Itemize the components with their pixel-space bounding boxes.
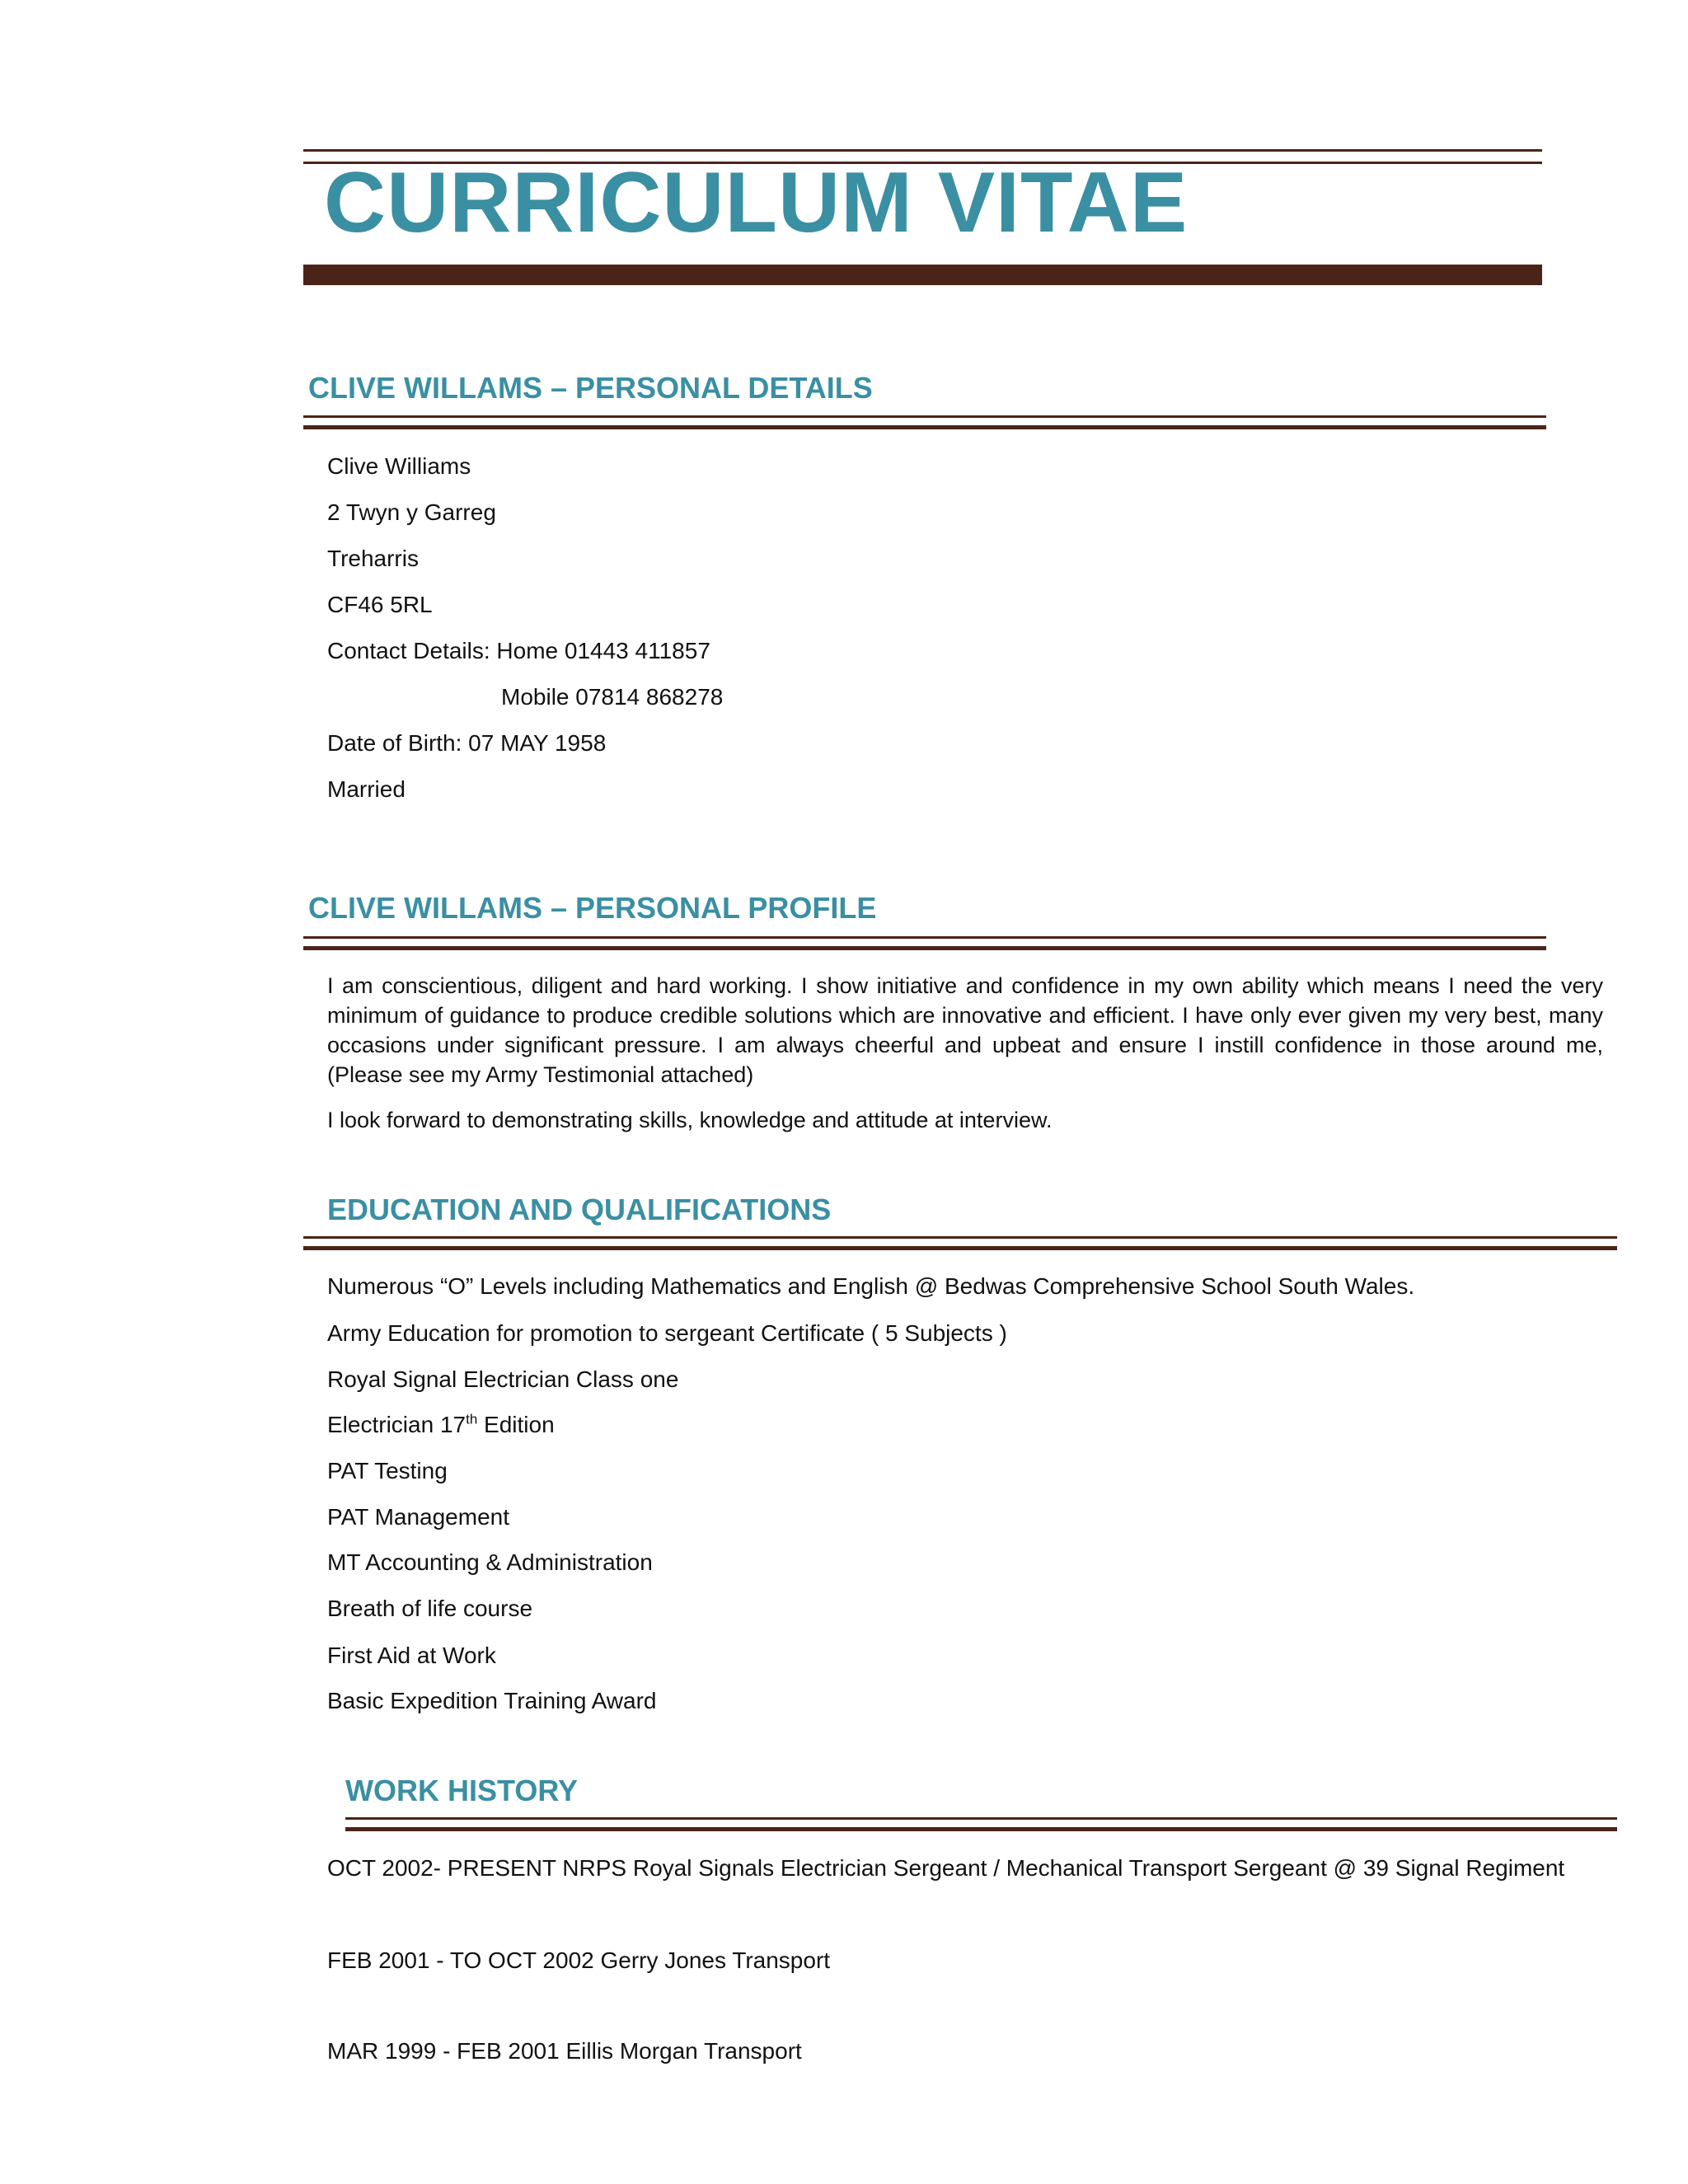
education-heading: EDUCATION AND QUALIFICATIONS xyxy=(327,1193,832,1226)
education-item: First Aid at Work xyxy=(327,1643,496,1668)
personal-details-heading: CLIVE WILLAMS – PERSONAL DETAILS xyxy=(308,371,873,405)
personal-profile-heading: CLIVE WILLAMS – PERSONAL PROFILE xyxy=(308,891,877,925)
document-title: CURRICULUM VITAE xyxy=(324,155,1189,251)
title-bottom-bar xyxy=(303,265,1542,285)
address-line-2: Treharris xyxy=(327,546,419,571)
work-history-item: FEB 2001 - TO OCT 2002 Gerry Jones Transport xyxy=(327,1947,831,1973)
name-line: Clive Williams xyxy=(327,453,471,479)
education-item: MT Accounting & Administration xyxy=(327,1549,653,1575)
education-item: Basic Expedition Training Award xyxy=(327,1688,657,1713)
contact-line xyxy=(327,640,710,663)
education-item: PAT Management xyxy=(327,1504,510,1530)
postcode-line: CF46 5RL xyxy=(327,592,433,617)
electrician-suffix: Edition xyxy=(477,1412,555,1437)
personal-details-rule-2 xyxy=(303,425,1546,429)
title-top-rule-1 xyxy=(303,149,1542,152)
personal-details-rule-1 xyxy=(303,415,1546,418)
education-rule-1 xyxy=(303,1236,1617,1239)
home-phone: Home 01443 411857 xyxy=(496,638,710,663)
work-history-rule-1 xyxy=(345,1817,1617,1820)
education-rule-2 xyxy=(303,1246,1617,1250)
work-history-item: OCT 2002- PRESENT NRPS Royal Signals Electrician Sergeant / Mechanical Transport Sergeant @ 39 Signal Regiment xyxy=(327,1855,1565,1881)
profile-paragraph-1: I am conscientious, diligent and hard working. I show initiative and confidence in my own ability which means I need the very minimum of guidance to produce credible solutions which are innovative and efficient. I have only ever given my very best, many occasions under significant pressure. I am always cheerful and upbeat and ensure I instill confidence in those around me, (Please see my Army Testimonial attached) xyxy=(327,973,1603,1087)
education-item: Royal Signal Electrician Class one xyxy=(327,1366,679,1392)
work-history-heading: WORK HISTORY xyxy=(345,1774,579,1807)
mobile-phone: Mobile 07814 868278 xyxy=(501,684,724,710)
electrician-text: Electrician 17 xyxy=(327,1412,467,1437)
personal-profile-rule-1 xyxy=(303,936,1546,939)
dob-line: Date of Birth: 07 MAY 1958 xyxy=(327,730,607,756)
work-history-rule-2 xyxy=(345,1827,1617,1831)
address-line-1: 2 Twyn y Garreg xyxy=(327,499,496,525)
marital-status-line: Married xyxy=(327,776,406,802)
contact-label: Contact Details: xyxy=(327,638,490,663)
work-history-item: MAR 1999 - FEB 2001 Eillis Morgan Transport xyxy=(327,2038,802,2064)
education-item: Army Education for promotion to sergeant Certificate ( 5 Subjects ) xyxy=(327,1320,1007,1346)
education-item: Breath of life course xyxy=(327,1596,533,1621)
education-item-electrician xyxy=(327,1413,555,1436)
education-item: PAT Testing xyxy=(327,1458,448,1483)
profile-paragraph-2: I look forward to demonstrating skills, knowledge and attitude at interview. xyxy=(327,1108,1053,1132)
personal-profile-rule-2 xyxy=(303,946,1546,950)
electrician-ordinal: th xyxy=(466,1411,478,1427)
education-item: Numerous “O” Levels including Mathematics and English @ Bedwas Comprehensive School South Wales. xyxy=(327,1273,1415,1299)
